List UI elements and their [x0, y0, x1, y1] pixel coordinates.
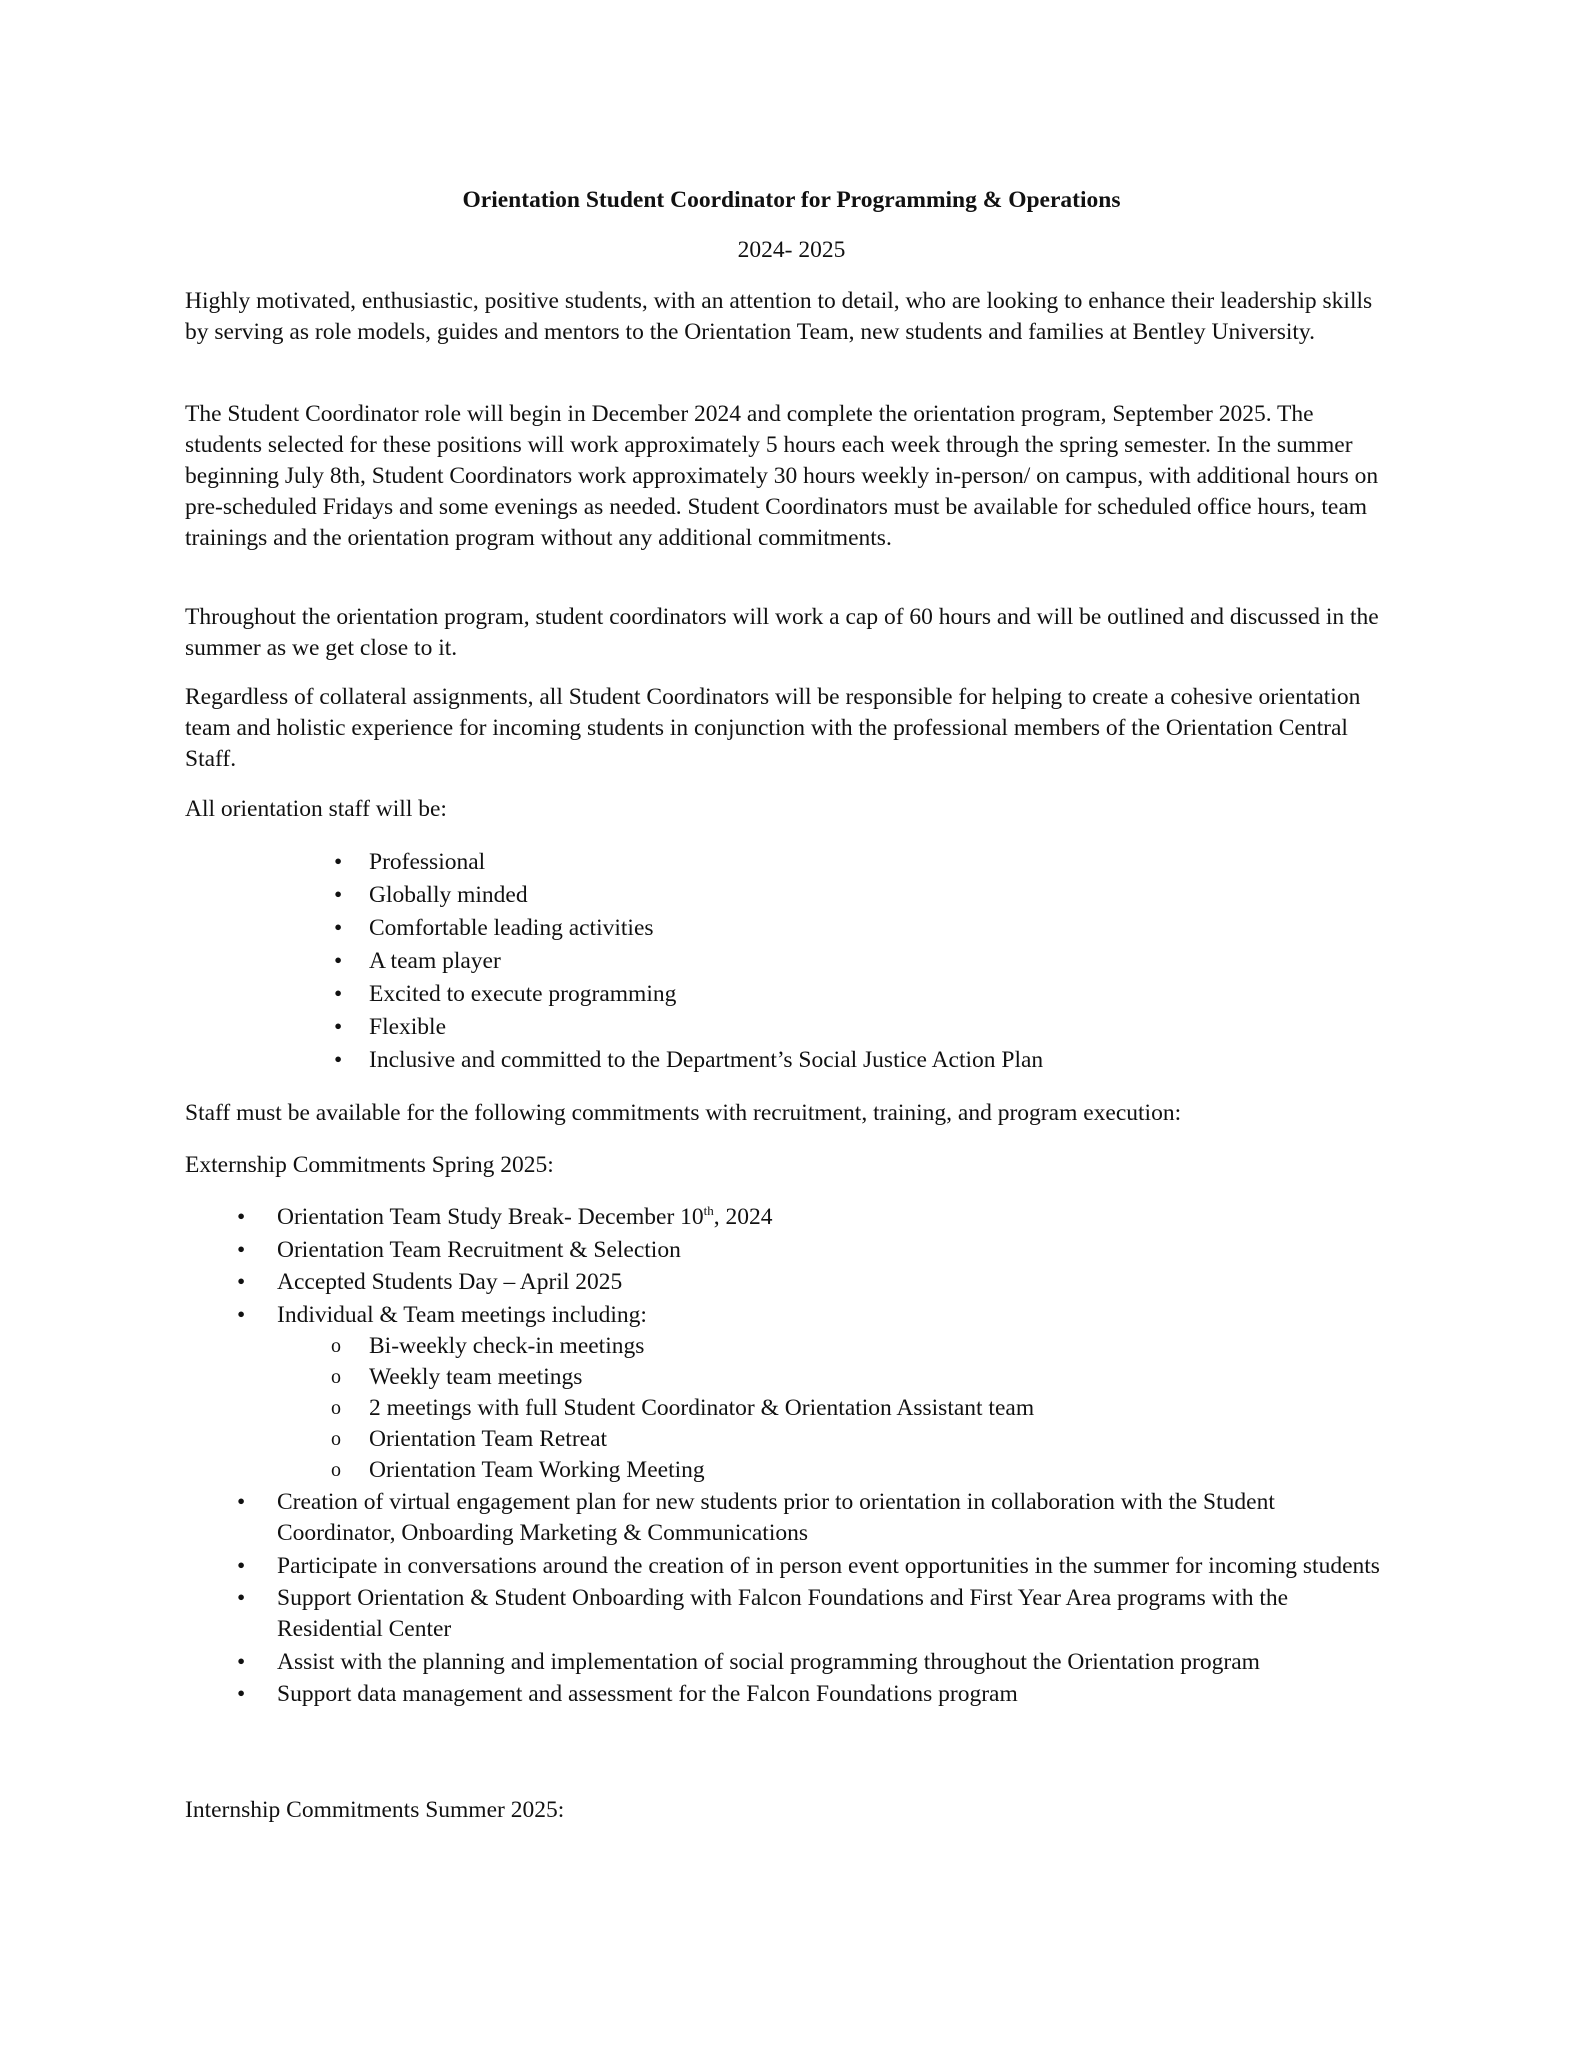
list-item: • Support data management and assessment for the Falcon Foundations program — [185, 1679, 1385, 1710]
list-item: • Professional — [185, 846, 1385, 879]
list-item: • Support Orientation & Student Onboarding with Falcon Foundations and First Year Area programs with the Residential Center — [237, 1585, 1289, 1642]
externship-heading: Externship Commitments Spring 2025: — [185, 1152, 554, 1178]
paragraph-responsibilities: Regardless of collateral assignments, all Student Coordinators will be responsible for helping to create a cohesive orientation team and holistic experience for incoming students in conjunction with the professional members of the Orientation Central Staff. — [185, 684, 1361, 772]
bullet-icon: • — [334, 981, 343, 1007]
paragraph-intro: Highly motivated, enthusiastic, positive students, with an attention to detail, who are looking to enhance their leadership skills by serving as role models, guides and mentors to the Orientation Team, new students and families at Bentley University. — [185, 288, 1373, 345]
bullet-icon: • — [237, 1552, 246, 1579]
document-title: Orientation Student Coordinator for Programming & Operations — [462, 187, 1121, 213]
paragraph-hours-cap: Throughout the orientation program, student coordinators will work a cap of 60 hours and will be outlined and discussed in the summer as we get close to it. — [185, 604, 1379, 661]
circle-bullet-icon: o — [331, 1458, 341, 1481]
bullet-icon: • — [237, 1269, 246, 1295]
commitments-intro: Staff must be available for the following commitments with recruitment, training, and program execution: — [185, 1100, 1182, 1126]
bullet-icon: • — [334, 915, 343, 941]
list-item: • Inclusive and committed to the Department’s Social Justice Action Plan — [185, 1044, 1385, 1077]
bullet-icon: • — [237, 1489, 246, 1515]
sublist-item: o Bi-weekly check-in meetings — [277, 1331, 1385, 1362]
list-item: • Flexible — [185, 1011, 1385, 1044]
bullet-icon: • — [237, 1681, 246, 1707]
document-year: 2024- 2025 — [737, 237, 846, 263]
sublist-item: o Orientation Team Retreat — [277, 1424, 1385, 1455]
externship-list — [185, 1202, 1385, 1712]
list-item: • Orientation Team Recruitment & Selection — [185, 1235, 1385, 1266]
sublist-item: o Weekly team meetings — [277, 1362, 1385, 1393]
internship-heading: Internship Commitments Summer 2025: — [185, 1797, 565, 1823]
bullet-icon: • — [334, 849, 343, 875]
list-item: • A team player — [185, 945, 1385, 978]
circle-bullet-icon: o — [331, 1427, 341, 1450]
list-item: • Individual & Team meetings including: o Bi-weekly check-in meetings o Weekly team meetings o 2 meetings with full Student Coordinator & Orientation Assistant team o Orientation Team Retreat o Orientation Team Working Meeting — [185, 1300, 1385, 1486]
list-item: • Comfortable leading activities — [185, 912, 1385, 945]
bullet-icon: • — [237, 1301, 246, 1328]
circle-bullet-icon: o — [331, 1396, 341, 1419]
sublist-item: o Orientation Team Working Meeting — [277, 1455, 1385, 1486]
list-item: • Orientation Team Study Break- December 10th, 2024 — [185, 1202, 1385, 1233]
bullet-icon: • — [237, 1236, 246, 1263]
list-item: • Creation of virtual engagement plan for new students prior to orientation in collaboration with the Student Coordinator, Onboarding Marketing & Communications — [237, 1489, 1275, 1546]
list-item: • Accepted Students Day – April 2025 — [185, 1267, 1385, 1298]
staff-intro: All orientation staff will be: — [185, 796, 447, 822]
bullet-icon: • — [237, 1648, 246, 1675]
list-item: • Participate in conversations around the creation of in person event opportunities in the summer for incoming students — [185, 1551, 1385, 1582]
circle-bullet-icon: o — [331, 1365, 341, 1388]
sublist-item: o 2 meetings with full Student Coordinator & Orientation Assistant team — [277, 1393, 1385, 1424]
list-item: • Globally minded — [185, 879, 1385, 912]
staff-qualities-list — [185, 846, 1385, 1077]
bullet-icon: • — [237, 1585, 246, 1611]
bullet-icon: • — [334, 948, 343, 974]
paragraph-schedule: The Student Coordinator role will begin in December 2024 and complete the orientation program, September 2025. The students selected for these positions will work approximately 5 hours each week through the spring semester. In the summer beginning July 8th, Student Coordinators work approximately 30 hours weekly in-person/ on campus, with additional hours on pre-scheduled Fridays and some evenings as needed. Student Coordinators must be available for scheduled office hours, team trainings and the orientation program without any additional commitments. — [185, 401, 1379, 551]
bullet-icon: • — [334, 882, 343, 908]
bullet-icon: • — [334, 1047, 343, 1073]
bullet-icon: • — [237, 1204, 246, 1230]
list-item: • Assist with the planning and implementation of social programming throughout the Orientation program — [185, 1647, 1385, 1678]
list-item: • Excited to execute programming — [185, 978, 1385, 1011]
bullet-icon: • — [334, 1014, 343, 1040]
circle-bullet-icon: o — [331, 1334, 341, 1357]
meetings-sublist — [277, 1331, 1385, 1486]
